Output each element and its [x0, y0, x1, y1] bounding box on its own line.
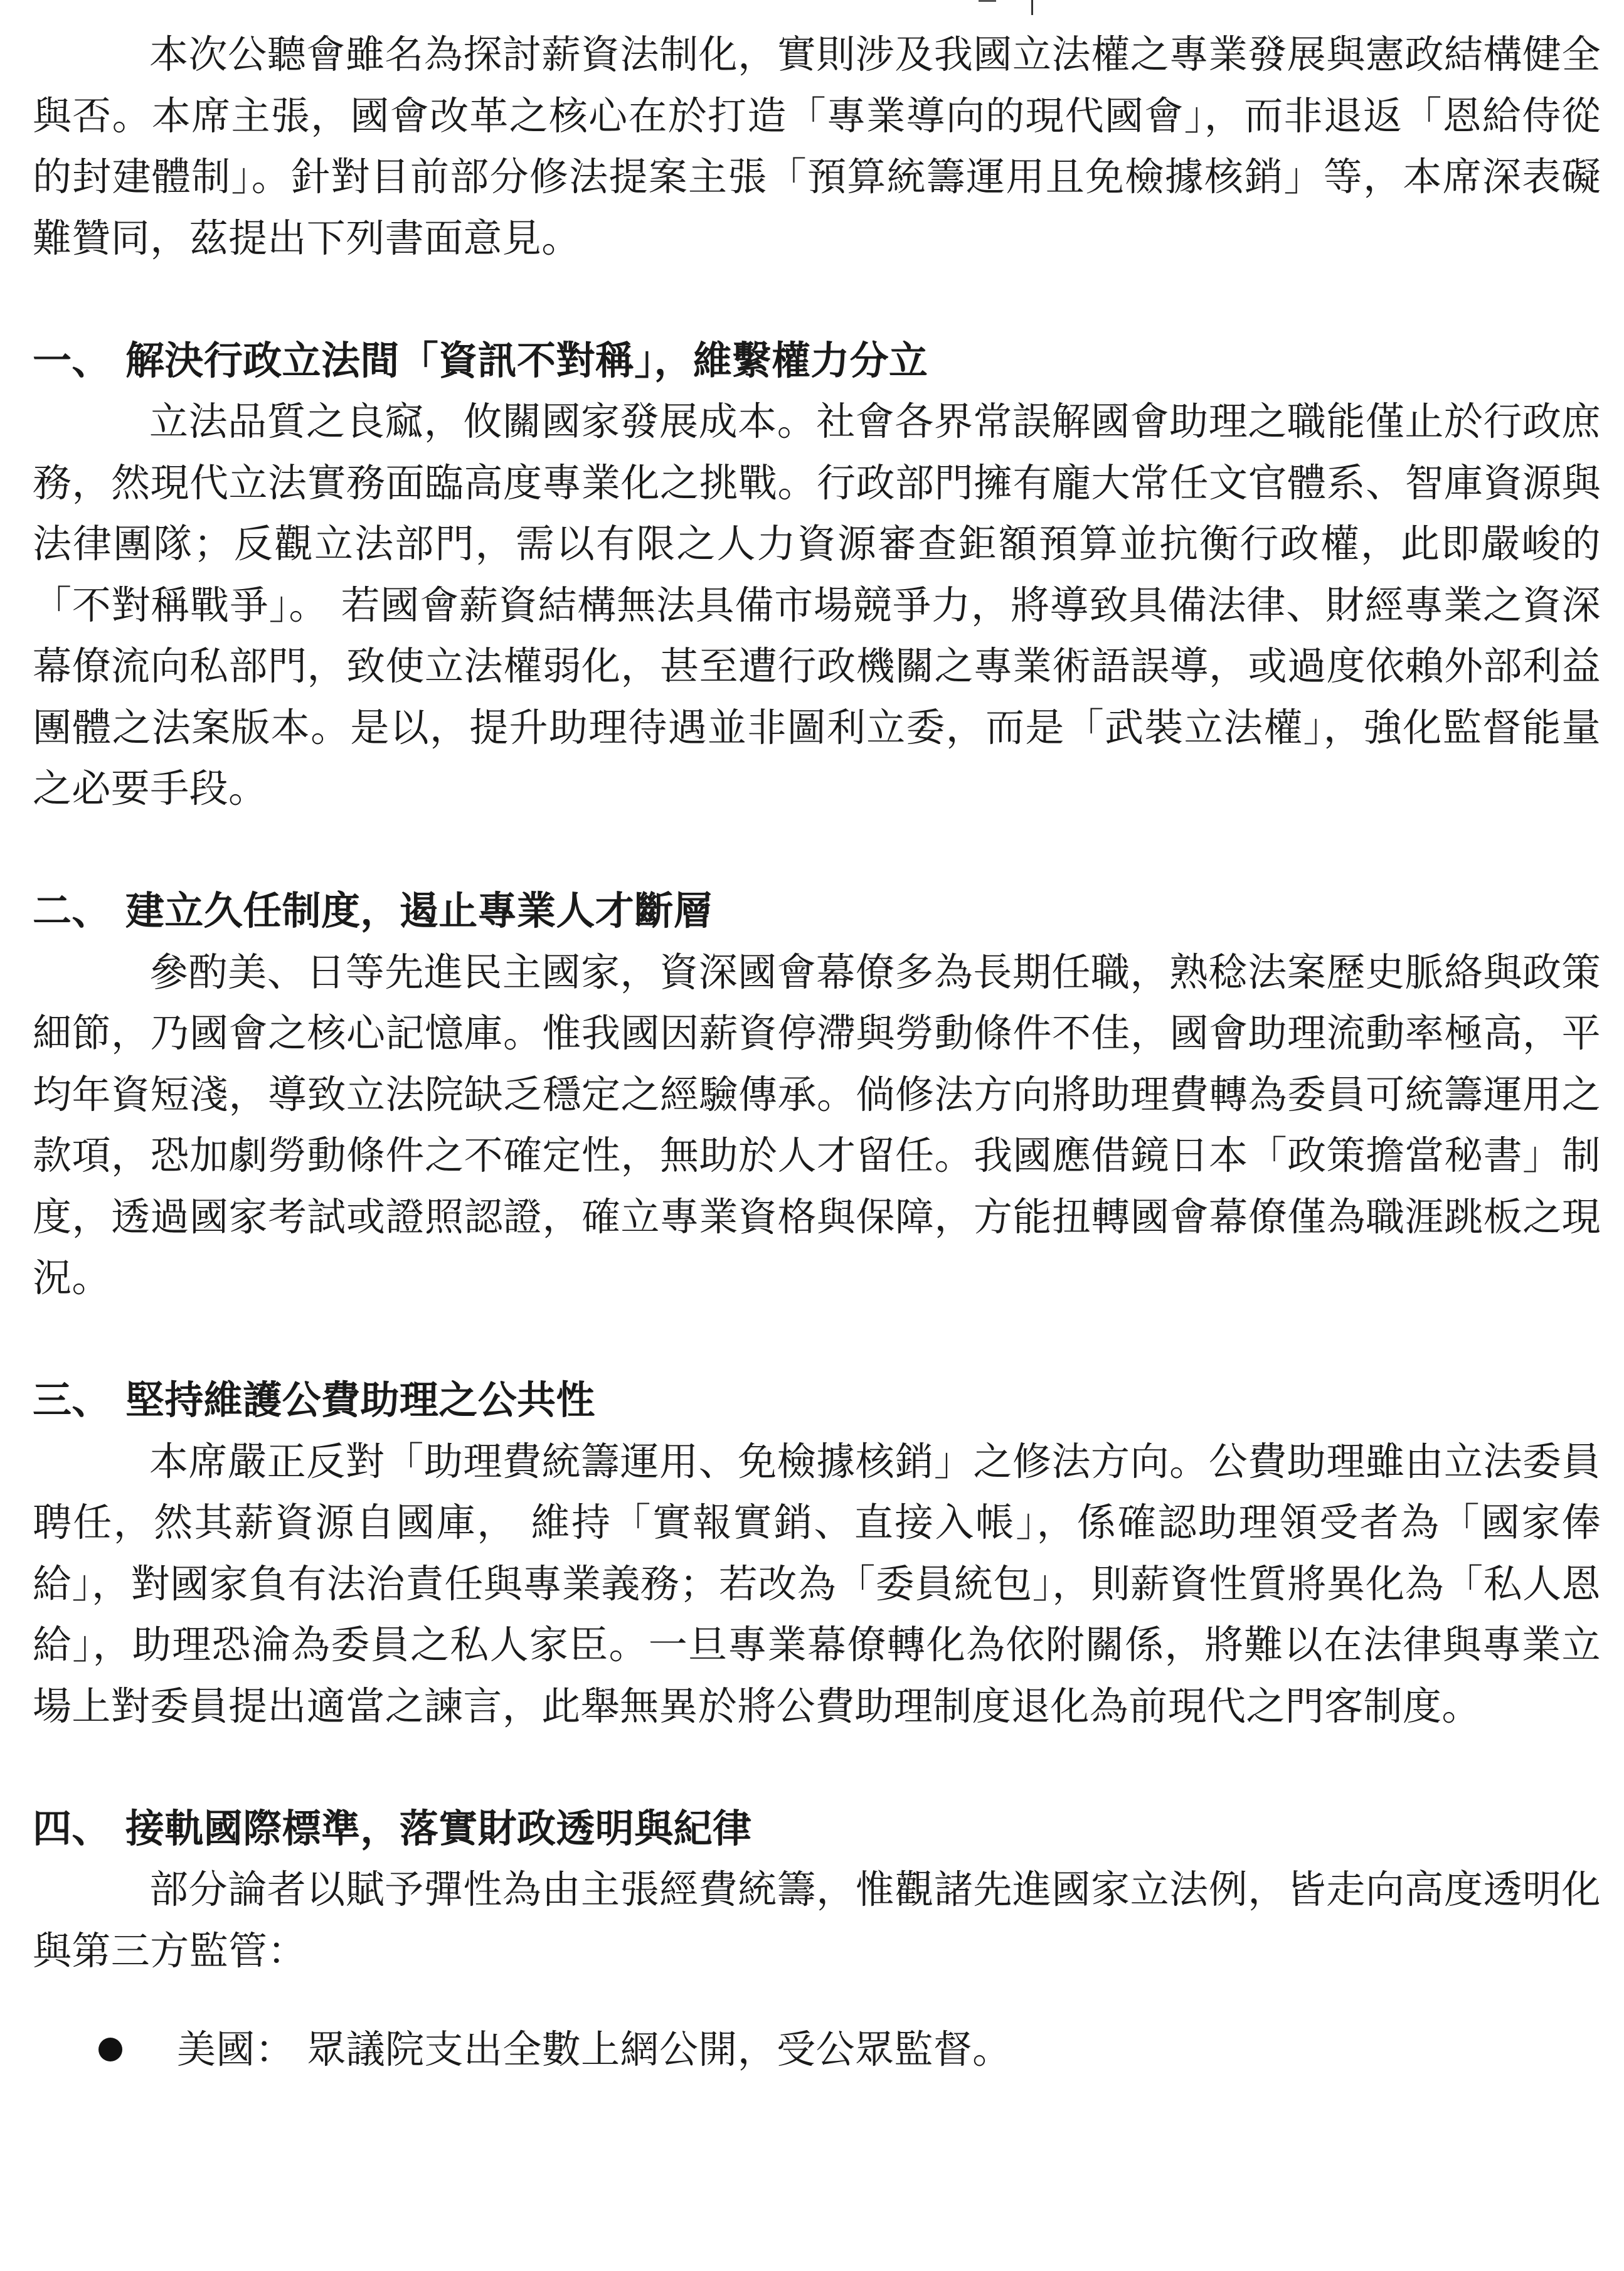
- document-body: [33, 24, 1601, 2080]
- scan-artifact-line: [979, 0, 996, 2]
- section-paragraph: 立法品質之良窳，攸關國家發展成本。社會各界常誤解國會助理之職能僅止於行政庶務，然現代立法實務面臨高度專業化之挑戰。行政部門擁有龐大常任文官體系、智庫資源與法律團隊；反觀立法部門，需以有限之人力資源審查鉅額預算並抗衡行政權，此即嚴峻的「不對稱戰爭」。 若國會薪資結構無法具備市場競爭力，將導致具備法律、財經專業之資深幕僚流向私部門，致使立法權弱化，甚至遭行政機關之專業術語誤導，或過度依賴外部利益團體之法案版本。是以，提升助理待遇並非圖利立委，而是「武裝立法權」，強化監督能量之必要手段。: [33, 398, 1601, 811]
- section-paragraph: 本席嚴正反對「助理費統籌運用、免檢據核銷」之修法方向。公費助理雖由立法委員聘任，然其薪資源自國庫， 維持「實報實銷、直接入帳」，係確認助理領受者為「國家俸給」，對國家負有法治責任與專業義務；若改為「委員統包」，則薪資性質將異化為「私人恩給」，助理恐淪為委員之私人家臣。一旦專業幕僚轉化為依附關係，將難以在法律與專業立場上對委員提出適當之諫言，此舉無異於將公費助理制度退化為前現代之門客制度。: [33, 1438, 1601, 1729]
- list-item: [33, 2019, 1601, 2080]
- section-heading: [33, 1798, 1601, 1859]
- section-gap: [33, 1309, 1601, 1370]
- scan-artifact-mark: [1031, 0, 1033, 15]
- section-heading: [33, 330, 1601, 391]
- section-heading: [33, 1370, 1601, 1431]
- section-number: 二、: [33, 888, 111, 933]
- section-2: [33, 880, 1601, 1309]
- section-gap: [33, 269, 1601, 330]
- section-number: 四、: [33, 1805, 111, 1851]
- bullet-dot-icon: [98, 2038, 122, 2061]
- section-title: 建立久任制度，遏止專業人才斷層: [125, 888, 713, 933]
- section-title: 解決行政立法間「資訊不對稱」，維繫權力分立: [125, 337, 928, 383]
- section-number: 三、: [33, 1377, 111, 1423]
- section-title: 接軌國際標準，落實財政透明與紀律: [125, 1805, 752, 1851]
- section-gap: [33, 1736, 1601, 1798]
- section-3: [33, 1370, 1601, 1736]
- section-4: [33, 1798, 1601, 1982]
- section-paragraph: 部分論者以賦予彈性為由主張經費統籌，惟觀諸先進國家立法例，皆走向高度透明化與第三方監管：: [33, 1866, 1601, 1974]
- list-item-text: 美國： 眾議院支出全數上網公開，受公眾監督。: [177, 2026, 1012, 2072]
- section-number: 一、: [33, 337, 111, 383]
- section-paragraph: 參酌美、日等先進民主國家，資深國會幕僚多為長期任職，熟稔法案歷史脈絡與政策細節，乃國會之核心記憶庫。惟我國因薪資停滯與勞動條件不佳，國會助理流動率極高，平均年資短淺，導致立法院缺乏穩定之經驗傳承。倘修法方向將助理費轉為委員可統籌運用之款項，恐加劇勞動條件之不確定性，無助於人才留任。我國應借鏡日本「政策擔當秘書」制度，透過國家考試或證照認證，確立專業資格與保障，方能扭轉國會幕僚僅為職涯跳板之現況。: [33, 949, 1601, 1300]
- section-heading: [33, 880, 1601, 942]
- list-gap: [33, 1981, 1601, 2019]
- section-title: 堅持維護公費助理之公共性: [125, 1377, 595, 1423]
- intro-paragraph: 本次公聽會雖名為探討薪資法制化，實則涉及我國立法權之專業發展與憲政結構健全與否。本席主張，國會改革之核心在於打造「專業導向的現代國會」，而非退返「恩給侍從的封建體制」。針對目前部分修法提案主張「預算統籌運用且免檢據核銷」等，本席深表礙難贊同，茲提出下列書面意見。: [33, 31, 1601, 261]
- bullet-list: [33, 2019, 1601, 2080]
- section-gap: [33, 819, 1601, 881]
- section-1: [33, 330, 1601, 819]
